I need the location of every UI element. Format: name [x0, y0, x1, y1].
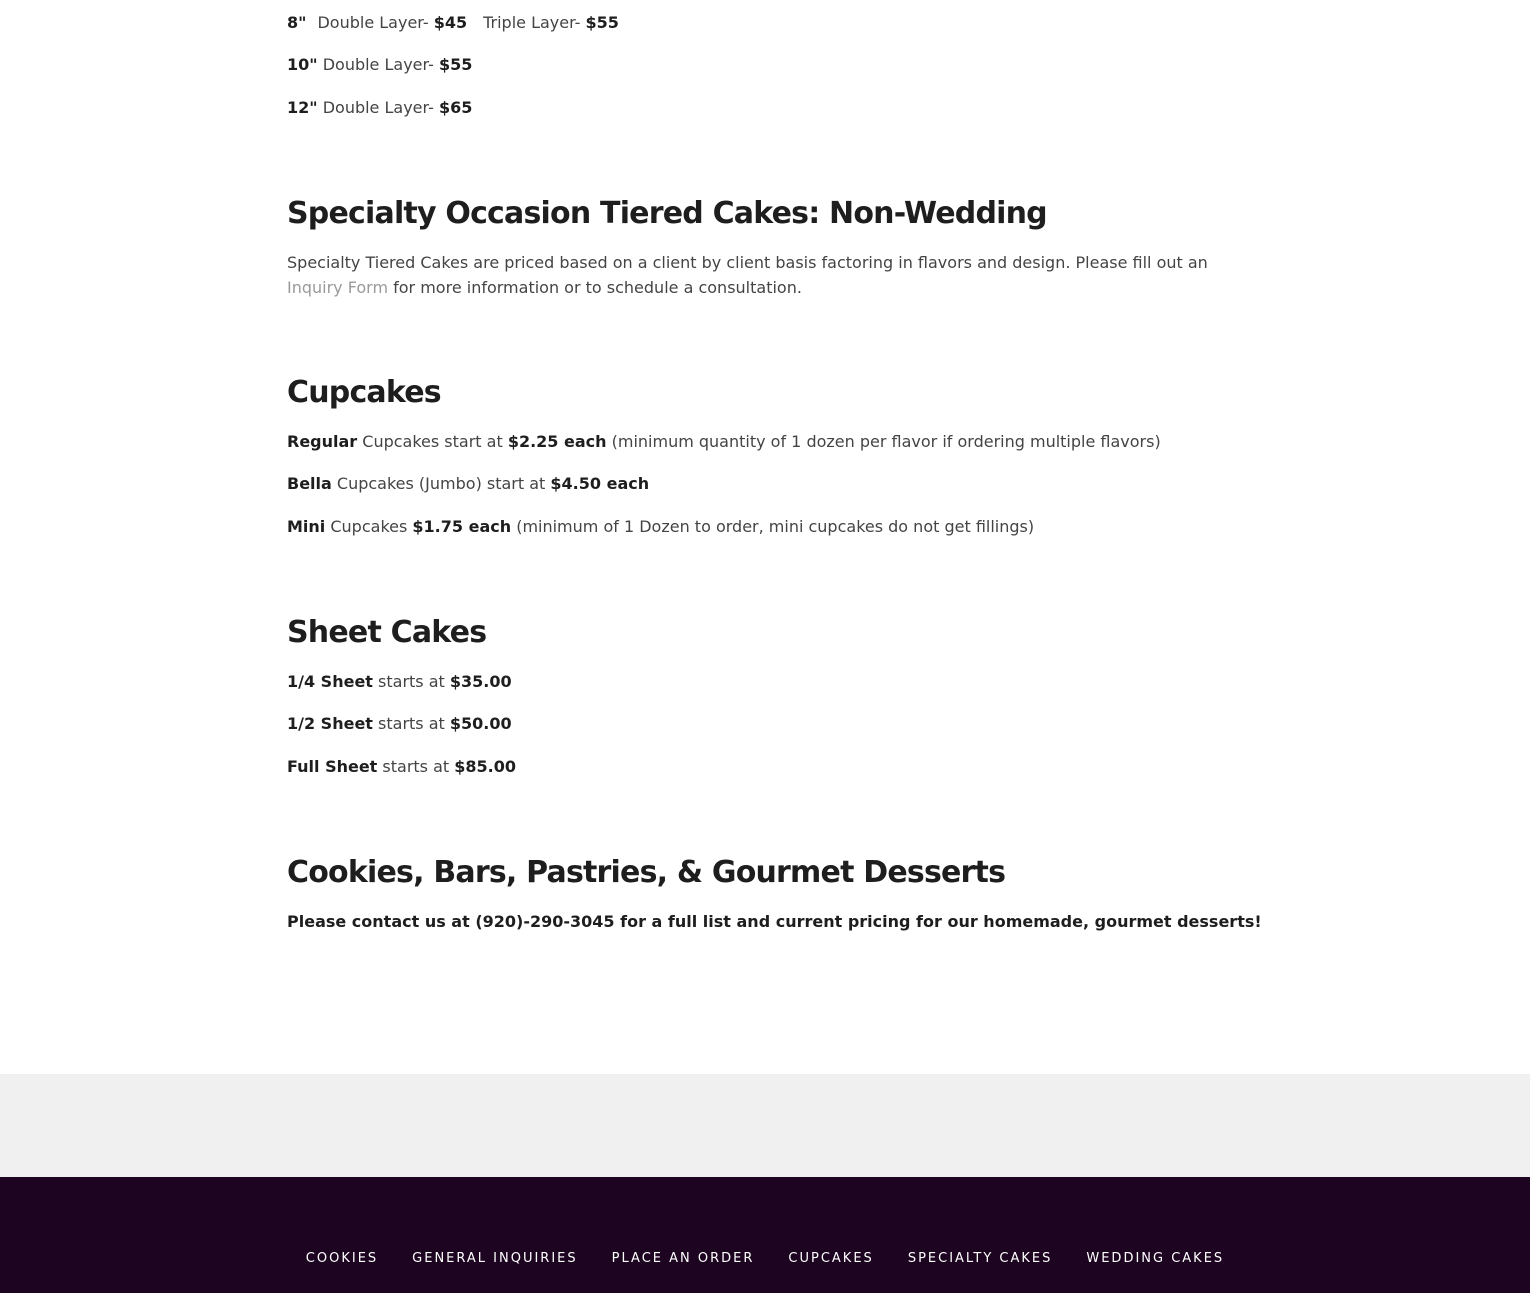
sheet-name: Full Sheet	[287, 757, 378, 776]
cake-size: 8"	[287, 13, 307, 32]
layer-label: Triple Layer-	[483, 13, 586, 32]
specialty-text: Specialty Tiered Cakes are priced based on a client by client basis factoring in flavors and design. Please fill out an	[287, 253, 1208, 272]
footer-link-cookies[interactable]: COOKIES	[305, 1251, 379, 1266]
price-line-8-inch	[287, 15, 619, 31]
layer-label: Double Layer-	[317, 13, 434, 32]
layer-label: Double Layer-	[322, 98, 439, 117]
layer-label: Double Layer-	[322, 55, 439, 74]
footer-nav	[0, 1251, 1530, 1266]
price-line-10-inch	[287, 57, 472, 73]
footer-link-cupcakes[interactable]: CUPCAKES	[788, 1251, 874, 1266]
footer-link-place-an-order[interactable]: PLACE AN ORDER	[611, 1251, 755, 1266]
specialty-heading: Specialty Occasion Tiered Cakes: Non-Wedding	[287, 196, 1047, 231]
layer-price: $65	[438, 98, 473, 117]
cupcake-line-bella	[287, 476, 649, 492]
cupcake-note: (minimum quantity of 1 dozen per flavor if ordering multiple flavors)	[606, 432, 1161, 451]
layer-price: $55	[438, 55, 473, 74]
sheet-name: 1/4 Sheet	[287, 672, 373, 691]
footer-link-general-inquiries[interactable]: GENERAL INQUIRIES	[412, 1251, 578, 1266]
sheet-price: $85.00	[454, 757, 517, 776]
sheet-price: $35.00	[449, 672, 512, 691]
cupcake-price: $4.50 each	[550, 474, 650, 493]
cupcake-name: Regular	[287, 432, 358, 451]
sheet-price: $50.00	[449, 714, 512, 733]
cupcake-name: Bella	[287, 474, 332, 493]
sheet-cakes-heading: Sheet Cakes	[287, 615, 487, 650]
footer-spacer-band	[0, 1074, 1530, 1177]
layer-price: $45	[433, 13, 468, 32]
footer-link-specialty-cakes[interactable]: SPECIALTY CAKES	[907, 1251, 1053, 1266]
price-line-12-inch	[287, 100, 472, 116]
cupcakes-heading: Cupcakes	[287, 375, 441, 410]
cupcake-price: $2.25 each	[507, 432, 607, 451]
desserts-contact-text: Please contact us at (920)-290-3045 for a full list and current pricing for our homemade, gourmet desserts!	[287, 912, 1262, 931]
site-footer	[0, 1177, 1530, 1293]
cake-size: 12"	[287, 98, 318, 117]
sheet-line-full	[287, 759, 516, 775]
cake-size: 10"	[287, 55, 318, 74]
cupcake-desc: Cupcakes	[325, 517, 413, 536]
specialty-text-end: for more information or to schedule a consultation.	[388, 278, 802, 297]
sheet-desc: starts at	[377, 757, 455, 776]
sheet-desc: starts at	[372, 672, 450, 691]
sheet-desc: starts at	[372, 714, 450, 733]
desserts-heading: Cookies, Bars, Pastries, & Gourmet Desserts	[287, 855, 1006, 890]
specialty-description	[287, 250, 1232, 300]
cupcake-line-regular	[287, 434, 1161, 450]
sheet-name: 1/2 Sheet	[287, 714, 373, 733]
cupcake-desc: Cupcakes start at	[357, 432, 508, 451]
footer-link-wedding-cakes[interactable]: WEDDING CAKES	[1086, 1251, 1225, 1266]
cupcake-note: (minimum of 1 Dozen to order, mini cupcakes do not get fillings)	[511, 517, 1035, 536]
cupcake-name: Mini	[287, 517, 326, 536]
cupcake-desc: Cupcakes (Jumbo) start at	[331, 474, 551, 493]
sheet-line-half	[287, 716, 512, 732]
inquiry-form-link[interactable]: Inquiry Form	[287, 278, 389, 297]
sheet-line-quarter	[287, 674, 512, 690]
layer-price: $55	[585, 13, 619, 32]
cupcake-price: $1.75 each	[412, 517, 512, 536]
cupcake-line-mini	[287, 519, 1034, 535]
